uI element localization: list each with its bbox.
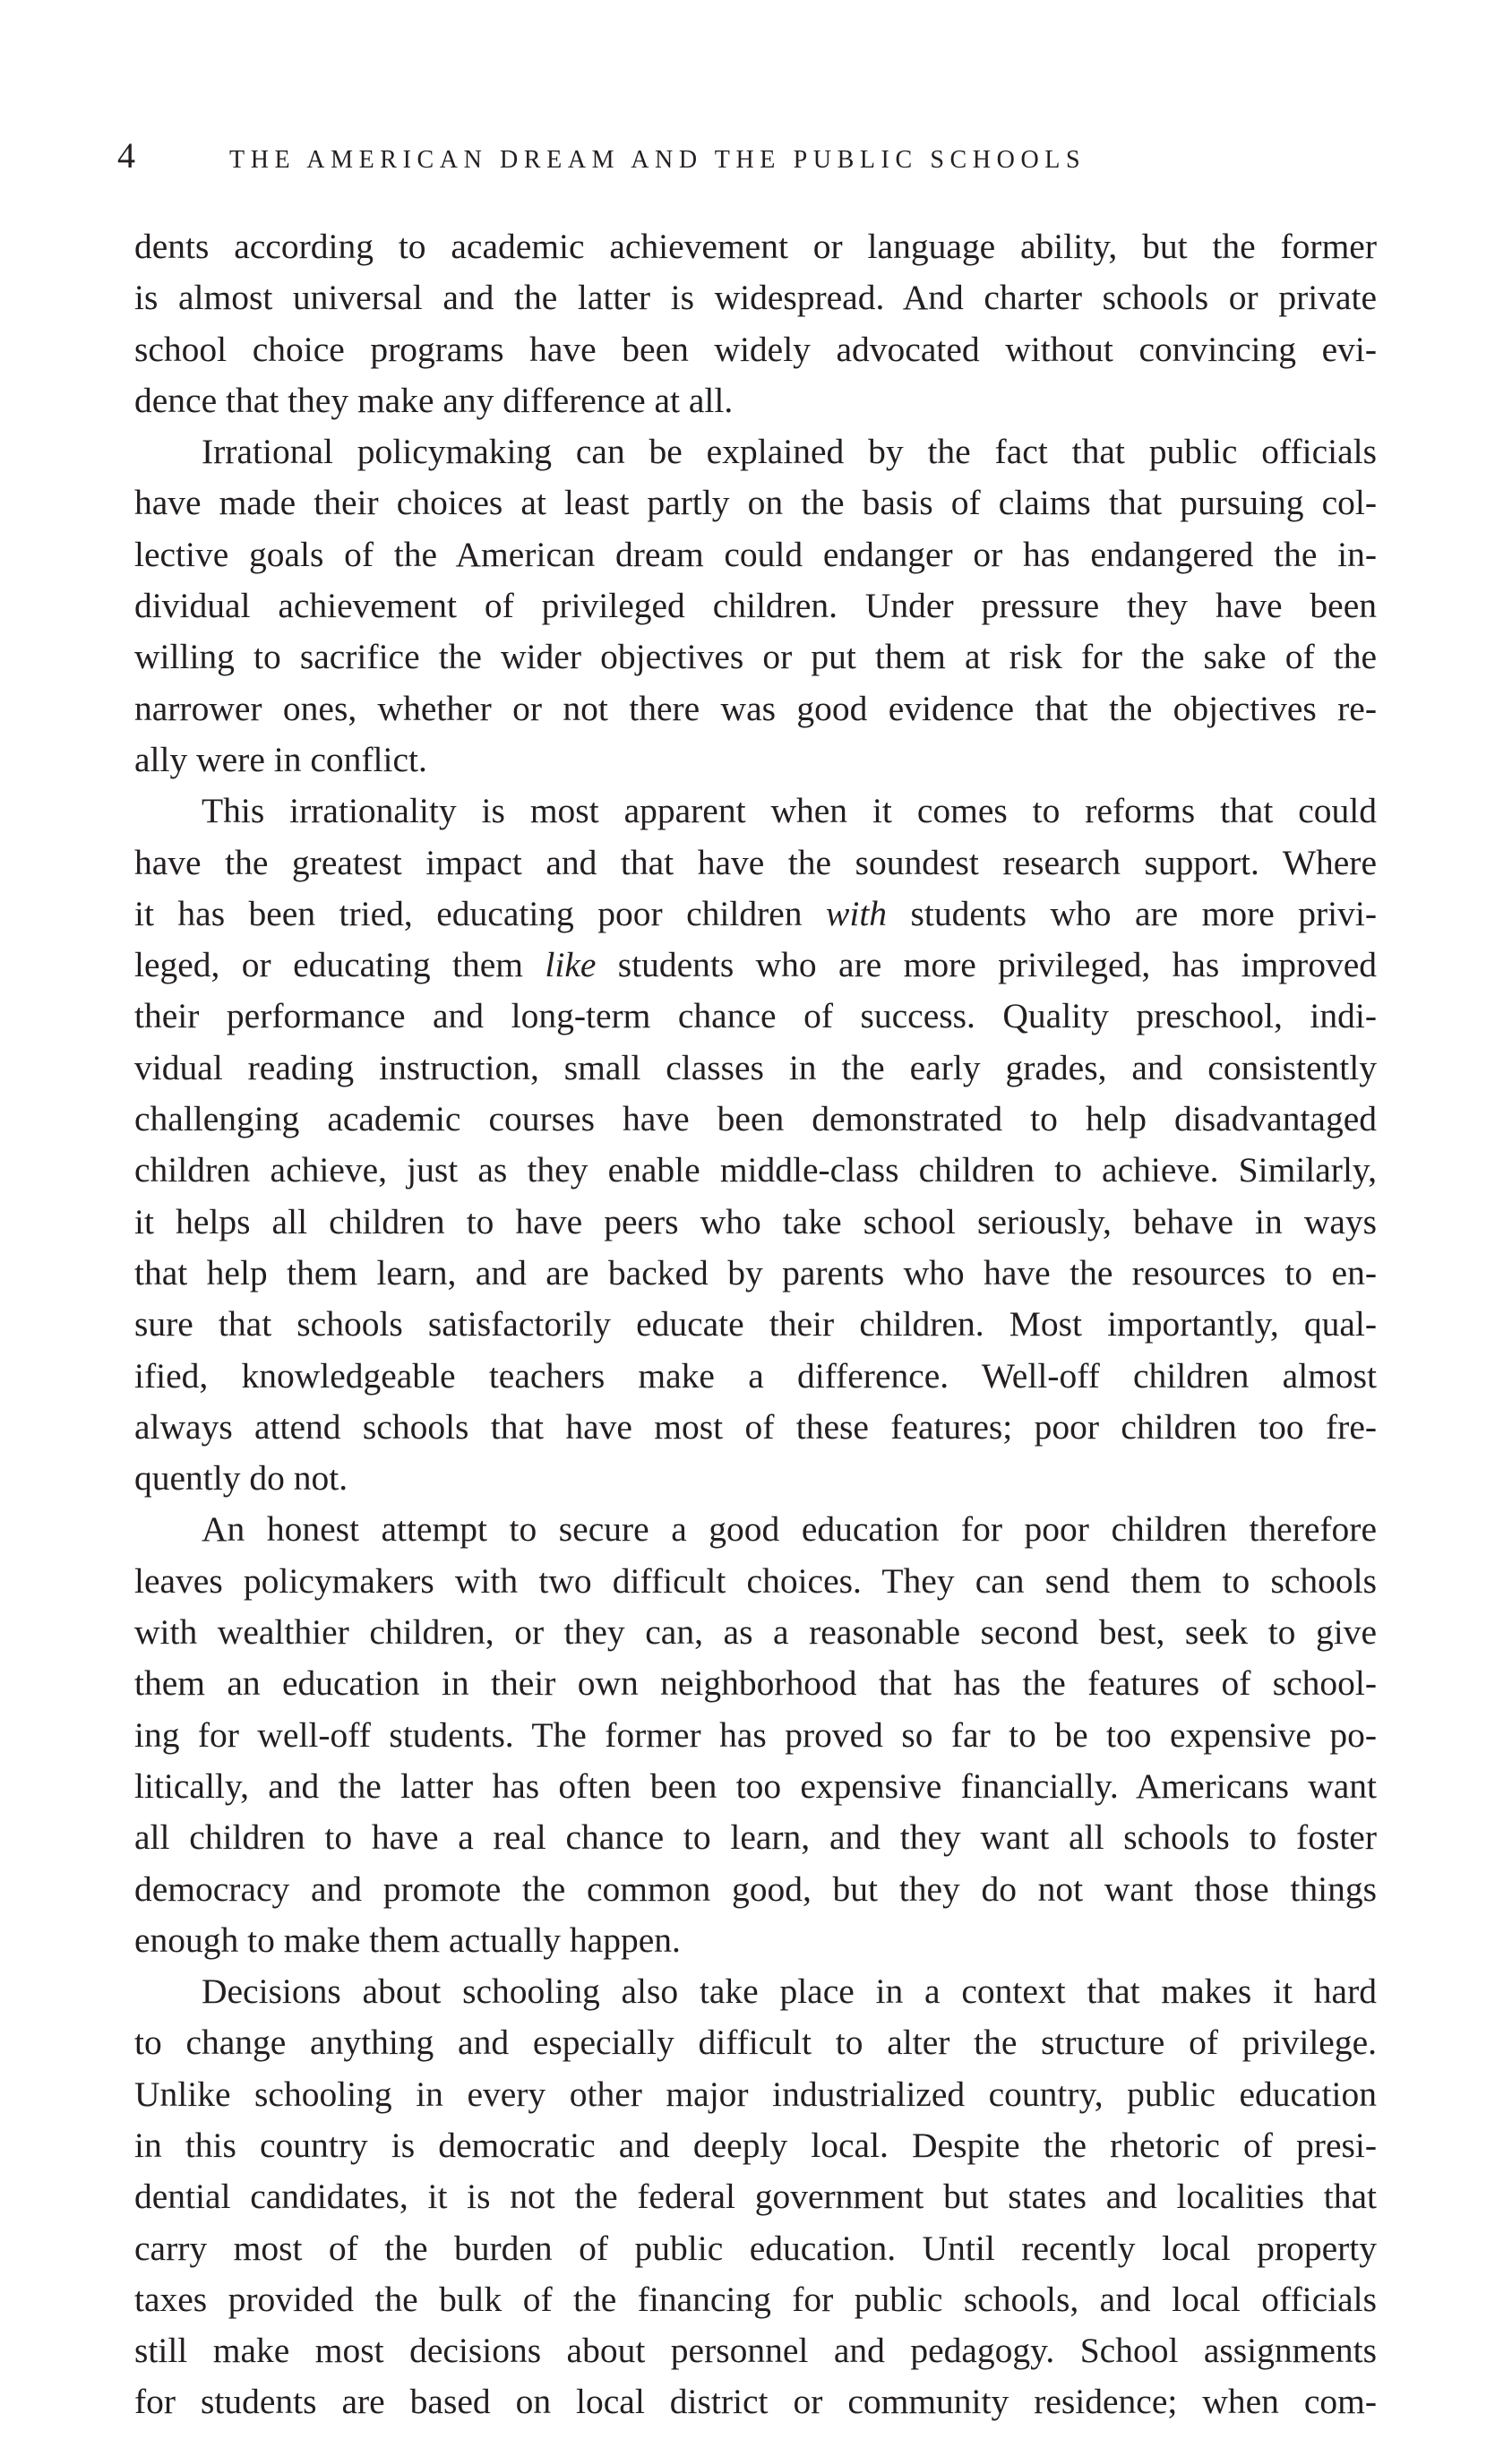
text-line: challenging academic courses have been demonstrated to help disadvantaged [134, 1099, 1377, 1139]
text-line: have the greatest impact and that have the soundest research support. Where [134, 842, 1377, 882]
italic-emphasis: like [545, 945, 597, 985]
running-head-title: THE AMERICAN DREAM AND THE PUBLIC SCHOOLS [229, 146, 1087, 174]
text-line: with wealthier children, or they can, as a reasonable second best, seek to give [134, 1612, 1377, 1653]
text-segment: it has been tried, educating poor children [134, 893, 827, 933]
text-line: school choice programs have been widely advocated without convincing evi- [134, 329, 1377, 369]
italic-emphasis: with [826, 893, 888, 933]
text-line: ing for well-off students. The former has proved so far to be too expensive po- [134, 1714, 1377, 1755]
text-segment: students who are more privi- [887, 893, 1377, 933]
body-text [134, 221, 1377, 2428]
text-line: all children to have a real chance to learn, and they want all schools to foster [134, 1817, 1377, 1858]
text-line: narrower ones, whether or not there was good evidence that the objectives re- [134, 688, 1377, 728]
text-line: dents according to academic achievement or language ability, but the former [134, 227, 1377, 266]
text-line: democracy and promote the common good, but they do not want those things [134, 1868, 1377, 1909]
text-line [134, 889, 1377, 940]
text-segment: leged, or educating them [134, 945, 546, 985]
text-line: willing to sacrifice the wider objectives or put them at risk for the sake of the [134, 637, 1377, 677]
text-line: always attend schools that have most of these features; poor children too fre- [134, 1406, 1377, 1447]
text-line [134, 940, 1377, 991]
text-line: have made their choices at least partly on the basis of claims that pursuing col- [134, 483, 1377, 523]
text-line: quently do not. [134, 1458, 348, 1499]
text-line: enough to make them actually happen. [134, 1920, 681, 1960]
running-head [117, 134, 1377, 179]
text-line: sure that schools satisfactorily educate their children. Most importantly, qual- [134, 1304, 1377, 1344]
text-line: Decisions about schooling also take place in a context that makes it hard [202, 1971, 1377, 2012]
text-line: their performance and long-term chance of success. Quality preschool, indi- [134, 996, 1377, 1036]
text-line: carry most of the burden of public education. Until recently local property [134, 2228, 1377, 2268]
text-line: ally were in conflict. [134, 739, 427, 779]
text-line: is almost universal and the latter is widespread. And charter schools or private [134, 278, 1377, 318]
text-line: This irrationality is most apparent when it comes to reforms that could [202, 791, 1377, 831]
text-line: dence that they make any difference at all. [134, 380, 734, 420]
text-segment: students who are more privileged, has improved [596, 945, 1377, 985]
text-line: vidual reading instruction, small classes in the early grades, and consistently [134, 1047, 1377, 1087]
text-line: Unlike schooling in every other major industrialized country, public education [134, 2074, 1377, 2114]
text-line: for students are based on local district or community residence; when com- [134, 2382, 1377, 2422]
text-line: children achieve, just as they enable middle-class children to achieve. Similarly, [134, 1150, 1377, 1190]
text-line: still make most decisions about personnel and pedagogy. School assignments [134, 2331, 1377, 2371]
text-line: litically, and the latter has often been too expensive financially. Americans want [134, 1765, 1377, 1806]
text-line: that help them learn, and are backed by parents who have the resources to en- [134, 1252, 1377, 1293]
text-line: ified, knowledgeable teachers make a difference. Well-off children almost [134, 1355, 1377, 1396]
text-line: leaves policymakers with two difficult choices. They can send them to schools [134, 1560, 1377, 1601]
text-line: dividual achievement of privileged children. Under pressure they have been [134, 586, 1377, 626]
text-line: lective goals of the American dream could endanger or has endangered the in- [134, 534, 1377, 574]
text-line: them an education in their own neighborhood that has the features of school- [134, 1663, 1377, 1704]
text-line: to change anything and especially difficult to alter the structure of privilege. [134, 2023, 1377, 2063]
text-line: it helps all children to have peers who take school seriously, behave in ways [134, 1201, 1377, 1241]
text-line: dential candidates, it is not the federal government but states and localities that [134, 2177, 1377, 2217]
text-line: in this country is democratic and deeply local. Despite the rhetoric of presi- [134, 2125, 1377, 2165]
page-number: 4 [117, 135, 135, 176]
text-line: Irrational policymaking can be explained by the fact that public officials [202, 432, 1377, 472]
text-line: taxes provided the bulk of the financing for public schools, and local officials [134, 2279, 1377, 2319]
text-line: An honest attempt to secure a good education for poor children therefore [202, 1509, 1377, 1550]
